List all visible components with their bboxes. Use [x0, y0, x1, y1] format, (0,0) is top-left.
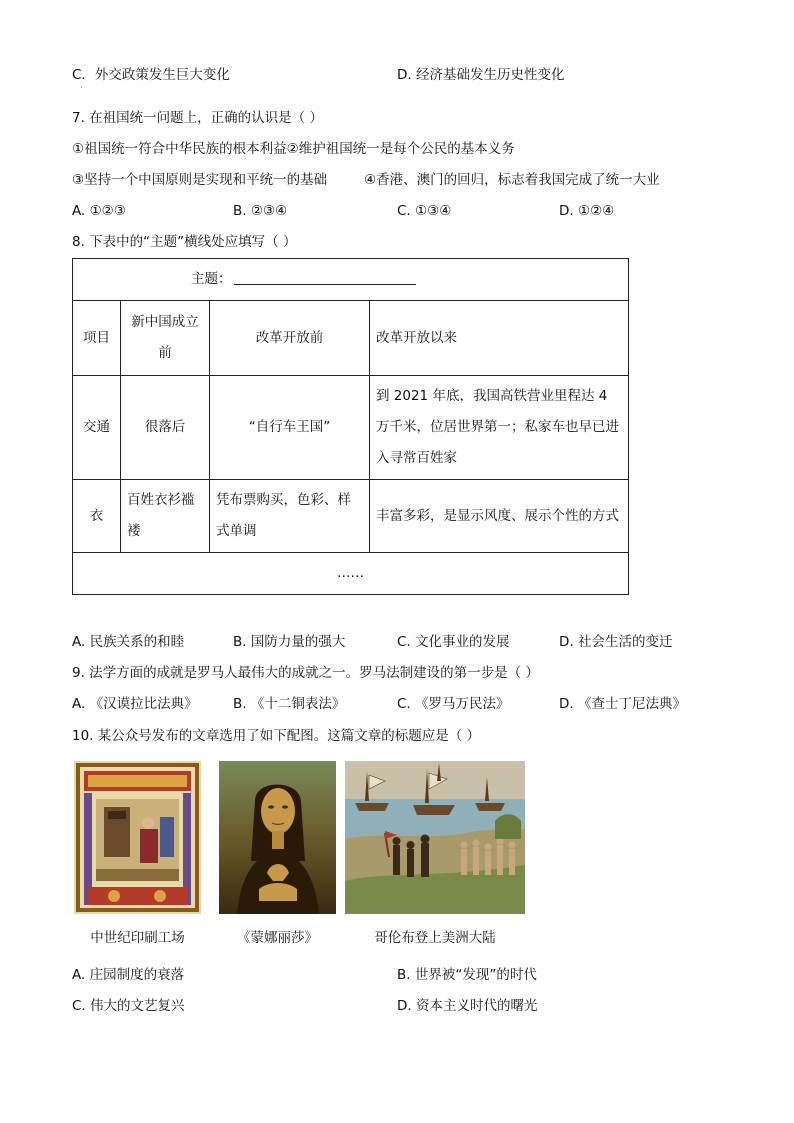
q7-option-b: B. ②③④	[233, 203, 288, 219]
columbus-landing-image	[345, 761, 525, 914]
q7-option-c: C. ①③④	[397, 203, 452, 219]
q8-row-transport-before-reform: “自行车王国”	[210, 376, 370, 480]
q10-option-b: B. 世界被“发现”的时代	[397, 967, 537, 983]
q8-header-item: 项目	[73, 301, 121, 376]
q7-statements-line2a: ③坚持一个中国原则是实现和平统一的基础	[72, 172, 328, 188]
q8-header-since-reform: 改革开放以来	[370, 301, 629, 376]
q8-theme-label: 主题：	[191, 271, 232, 287]
q8-option-a: A. 民族关系的和睦	[72, 634, 185, 650]
stray-dot: ·	[80, 83, 83, 92]
q7-stem: 7. 在祖国统一问题上，正确的认识是（ ）	[72, 110, 323, 126]
mona-lisa-image	[219, 761, 336, 914]
q7-option-a: A. ①②③	[72, 203, 126, 219]
q7-statements-line2b: ④香港、澳门的回归，标志着我国完成了统一大业	[364, 172, 660, 188]
q7-option-d: D. ①②④	[559, 203, 615, 219]
columbus-landing-caption: 哥伦布登上美洲大陆	[374, 930, 496, 946]
q8-ellipsis: ……	[73, 553, 629, 595]
q8-stem: 8. 下表中的“主题”横线处应填写（ ）	[72, 234, 297, 250]
q8-row-transport-label: 交通	[73, 376, 121, 480]
q7-statements-line1: ①祖国统一符合中华民族的根本利益②维护祖国统一是每个公民的基本义务	[72, 141, 515, 157]
q10-stem: 10. 某公众号发布的文章选用了如下配图。这篇文章的标题应是（ ）	[72, 728, 481, 744]
q8-option-c: C. 文化事业的发展	[397, 634, 510, 650]
q8-option-d: D. 社会生活的变迁	[559, 634, 673, 650]
q10-option-c: C. 伟大的文艺复兴	[72, 998, 185, 1014]
q8-option-b: B. 国防力量的强大	[233, 634, 346, 650]
q8-row-transport-since-reform: 到 2021 年底，我国高铁营业里程达 4 万千米，位居世界第一；私家车也早已进入寻常百姓家	[370, 376, 629, 480]
q6-option-c: C．外交政策发生巨大变化	[72, 67, 230, 83]
q10-option-a: A. 庄园制度的衰落	[72, 967, 185, 983]
q10-option-d: D. 资本主义时代的曙光	[397, 998, 538, 1014]
q8-row-transport-before-prc: 很落后	[121, 376, 210, 480]
q8-row-clothing-before-reform: 凭布票购买，色彩、样式单调	[210, 480, 370, 553]
mona-lisa-caption: 《蒙娜丽莎》	[237, 930, 318, 946]
q8-table	[72, 258, 629, 595]
q9-option-b: B. 《十二铜表法》	[233, 696, 346, 712]
print-shop-caption: 中世纪印刷工场	[90, 930, 185, 946]
q8-header-before-prc: 新中国成立前	[121, 301, 210, 376]
q8-theme-blank	[234, 268, 416, 285]
q8-row-clothing-since-reform: 丰富多彩，是显示风度、展示个性的方式	[370, 480, 629, 553]
q9-option-d: D. 《查士丁尼法典》	[559, 696, 686, 712]
q8-row-clothing-before-prc: 百姓衣衫褴褛	[121, 480, 210, 553]
q8-row-clothing-label: 衣	[73, 480, 121, 553]
q9-stem: 9. 法学方面的成就是罗马人最伟大的成就之一。罗马法制建设的第一步是（ ）	[72, 665, 539, 681]
q6-option-d: D. 经济基础发生历史性变化	[397, 67, 565, 83]
print-shop-image	[74, 761, 201, 914]
q9-option-c: C. 《罗马万民法》	[397, 696, 510, 712]
q9-option-a: A. 《汉谟拉比法典》	[72, 696, 198, 712]
q8-theme-cell	[73, 259, 629, 301]
q8-header-before-reform: 改革开放前	[210, 301, 370, 376]
